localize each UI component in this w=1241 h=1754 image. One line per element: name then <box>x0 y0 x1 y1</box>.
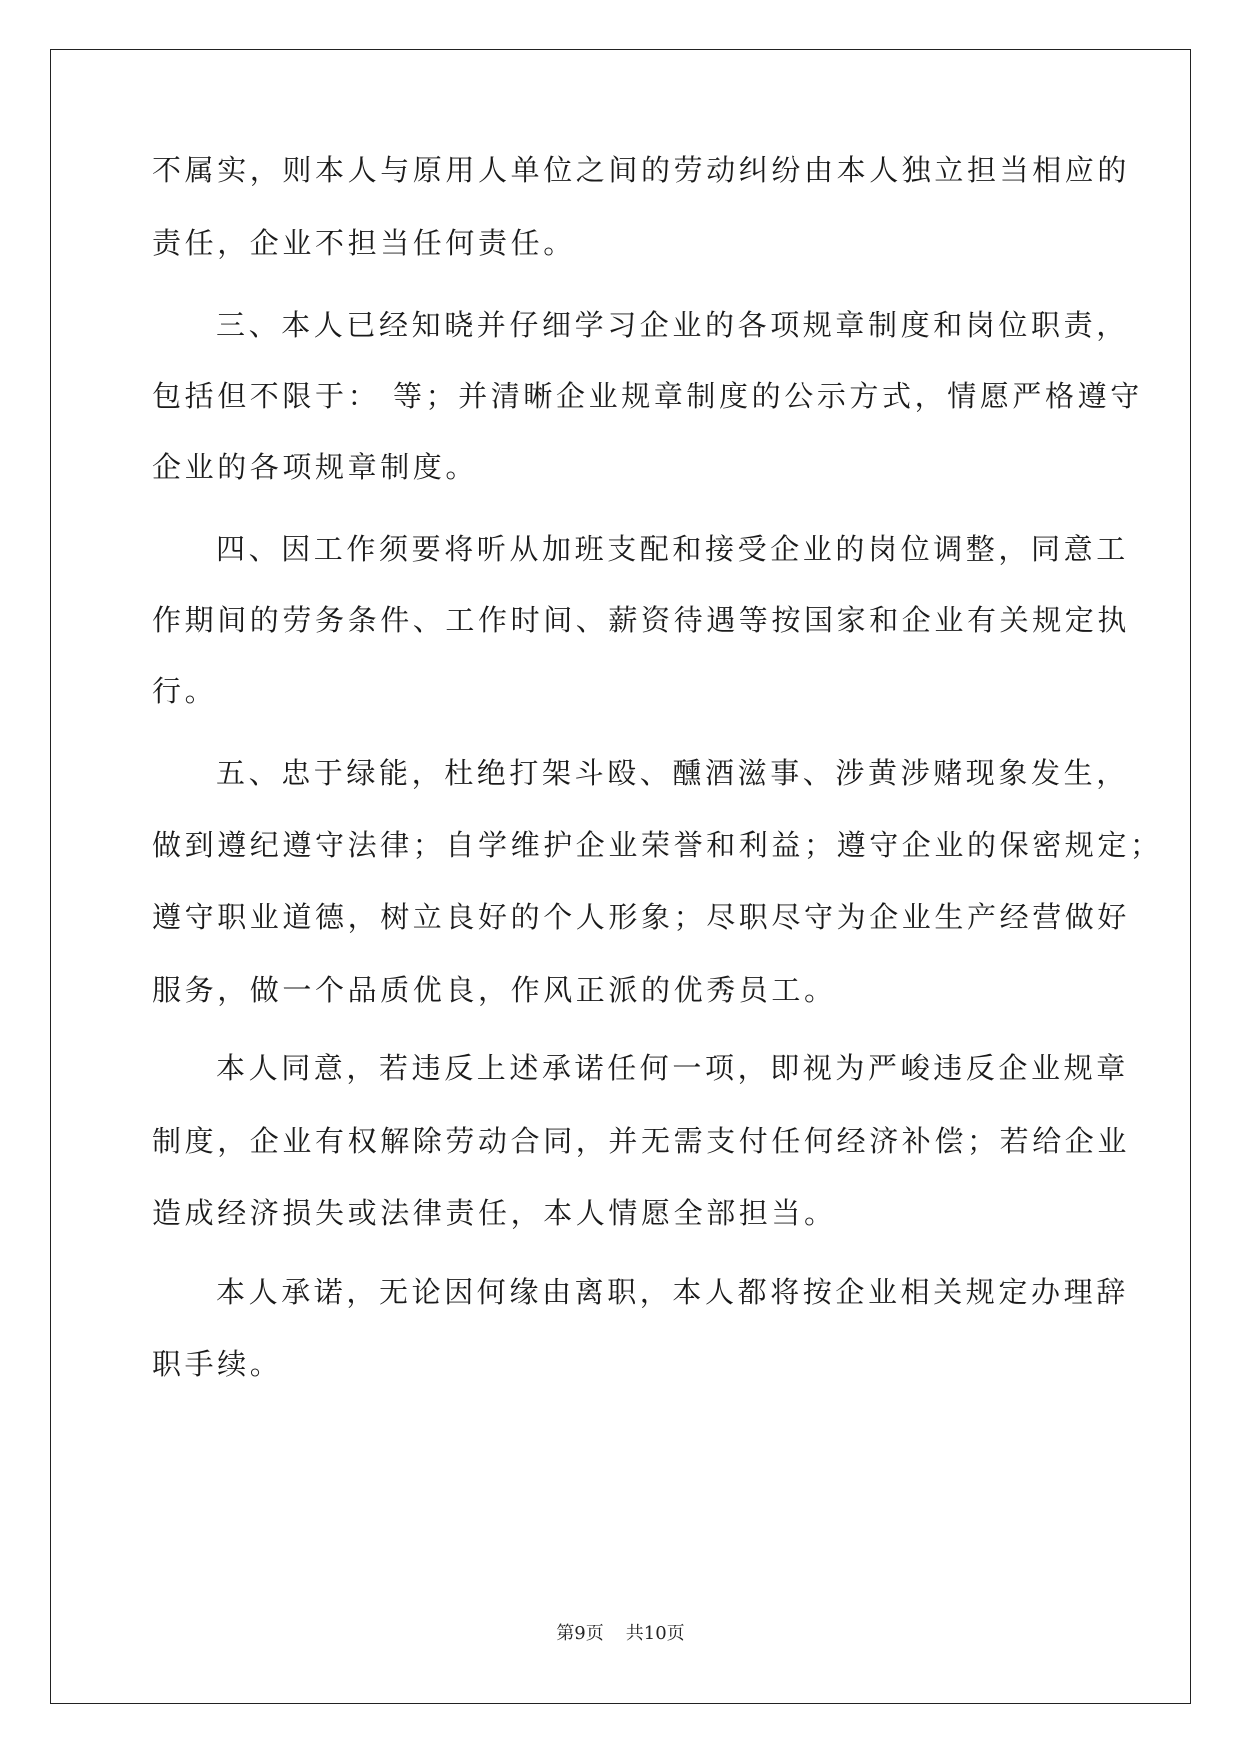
text-line: 企业的各项规章制度。 <box>152 450 479 484</box>
text-line: 三、本人已经知晓并仔细学习企业的各项规章制度和岗位职责， <box>216 308 1129 342</box>
page-number: 第9页 <box>556 1623 604 1644</box>
page-border <box>50 49 1191 1704</box>
text-line: 作期间的劳务条件、工作时间、薪资待遇等按国家和企业有关规定执 <box>152 603 1131 637</box>
text-line: 不属实，则本人与原用人单位之间的劳动纠纷由本人独立担当相应的 <box>152 153 1131 187</box>
text-line: 四、因工作须要将听从加班支配和接受企业的岗位调整，同意工 <box>216 532 1129 566</box>
text-line: 责任，企业不担当任何责任。 <box>152 226 576 260</box>
text-line: 五、忠于绿能，杜绝打架斗殴、醺酒滋事、涉黄涉赌现象发生， <box>216 756 1129 790</box>
text-line: 本人同意，若违反上述承诺任何一项，即视为严峻违反企业规章 <box>216 1051 1129 1085</box>
text-line: 本人承诺，无论因何缘由离职，本人都将按企业相关规定办理辞 <box>216 1275 1129 1309</box>
text-line: 行。 <box>152 674 218 708</box>
text-line: 造成经济损失或法律责任，本人情愿全部担当。 <box>152 1196 837 1230</box>
text-line: 做到遵纪遵守法律；自学维护企业荣誉和利益；遵守企业的保密规定； <box>152 828 1163 862</box>
text-line: 制度，企业有权解除劳动合同，并无需支付任何经济补偿；若给企业 <box>152 1124 1131 1158</box>
text-line: 职手续。 <box>152 1347 283 1381</box>
text-line: 遵守职业道德，树立良好的个人形象；尽职尽守为企业生产经营做好 <box>152 900 1131 934</box>
page-footer <box>0 1622 1241 1646</box>
page-total: 共10页 <box>625 1623 685 1644</box>
text-line: 服务，做一个品质优良，作风正派的优秀员工。 <box>152 973 837 1007</box>
text-line: 包括但不限于： 等；并清晰企业规章制度的公示方式，情愿严格遵守 <box>152 379 1143 413</box>
